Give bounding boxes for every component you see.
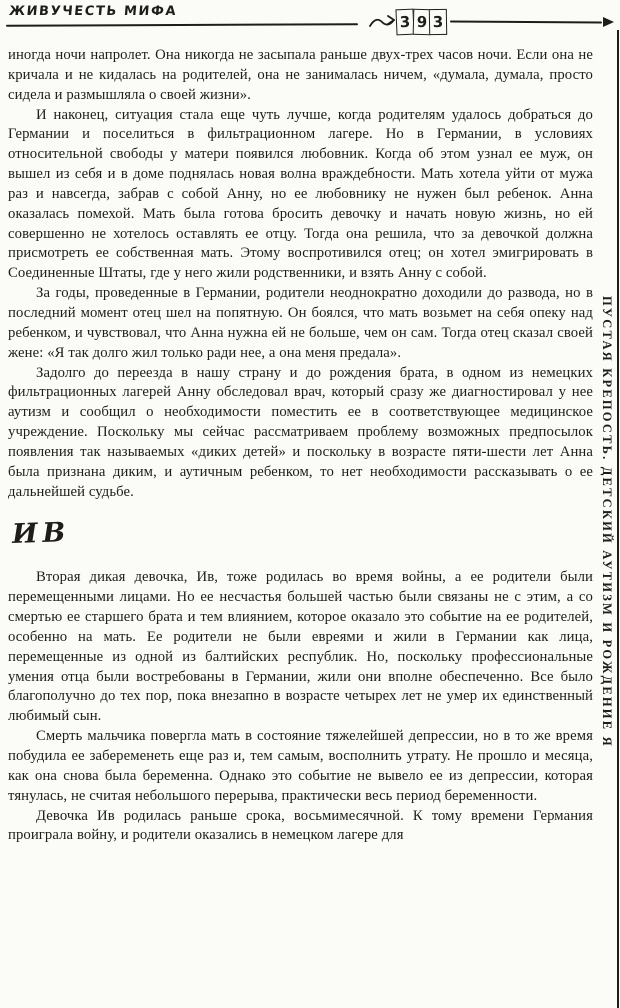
section-heading-wrap bbox=[12, 518, 593, 558]
page-digit: 9 bbox=[416, 12, 428, 32]
paragraph: Вторая дикая девочка, Ив, тоже родилась во время войны, а ее родители были перемещенными лицами. Но ее несчастья большей частью были связаны не с этим, а со смертью ее старшего брата и тем влиянием, которое оказало это событие на ее родителей, особенно на мать. Ее родители не были евреями и жили в Германии как лица, перемещенные из одной из балтийских республик. Но, поскольку профессиональные умения отца были востребованы в Германии, жили они вполне обеспеченно. Все было благополучно до тех пор, пока внезапно в возрасте четырех лет не умер их единственный любимый сын. bbox=[8, 569, 593, 725]
squiggle-arrow-icon bbox=[368, 13, 398, 31]
page-digit-box bbox=[429, 9, 447, 35]
book-title-vertical: ПУСТАЯ КРЕПОСТЬ. ДЕТСКИЙ АУТИЗМ И РОЖДЕНИЕ Я bbox=[600, 296, 614, 748]
page-digit: 3 bbox=[432, 12, 444, 32]
page-body bbox=[8, 46, 593, 846]
running-title: ЖИВУЧЕСТЬ МИФА bbox=[8, 4, 178, 19]
page-digit: 3 bbox=[399, 12, 411, 32]
paragraph: Задолго до переезда в нашу страну и до рождения брата, в одном из немецких фильтрационных лагерей Анну обследовал врач, который сразу же диагностировал у нее аутизм и сообщил о необходимости поместить ее в соответствующее медицинское учреждение. Поскольку мы сейчас рассматриваем проблему возможных предпосылок появления так называемых «диких детей» и поскольку в возрасте пяти-шести лет Анна была признана диким, и аутичным ребенком, то нет необходимости рассказывать о ее дальнейшей судьбе. bbox=[8, 364, 593, 500]
paragraph: И наконец, ситуация стала еще чуть лучше, когда родителям удалось добраться до Германии и поселиться в фильтрационном лагере. Но в Германии, в условиях относительной свободы у матери появился любовник. Когда об этом узнал ее муж, он вышел из себя и в доме поднялась новая волна враждебности. Мать хотела уйти от мужа раз и навсегда, забрав с собой Анну, но ее любовнику не нужен был ребенок. Анна оказалась помехой. Мать была готова бросить девочку и начать новую жизнь, но ей совершенно не хотелось оставлять ее отцу. Тогда она решила, что за девочкой должна присмотреть ее собственная мать. Этому воспротивился отец; он хотел эмигрировать в Соединенные Штаты, где у него жили родственники, и взять Анну с собой. bbox=[8, 106, 593, 282]
section-heading: ИВ bbox=[11, 517, 71, 551]
arrow-line bbox=[450, 20, 602, 23]
paragraph: Смерть мальчика повергла мать в состояние тяжелейшей депрессии, но в то же время побудила ее забеременеть еще раз и, тем самым, восполнить утрату. Не прошло и месяца, как она снова была беременна. Однако это событие не вывело ее из депрессии, которая тянулась, не считая небольшого перерыва, практически весь период беременности. bbox=[8, 728, 593, 804]
page-number bbox=[368, 9, 615, 35]
paragraph: За годы, проведенные в Германии, родители неоднократно доходили до развода, но в последний момент отец шел на попятную. Он боялся, что мать возьмет на себя опеку над ребенком, и чувствовал, что Анна нужна ей не больше, чем он сам. Тогда отец сказал своей жене: «Я так долго жил только ради нее, а она меня предала». bbox=[8, 285, 593, 361]
paragraph: иногда ночи напролет. Она никогда не засыпала раньше двух-трех часов ночи. Если она не кричала и не кидалась на родителей, она не занималась ничем, «думала, думала, просто сидела и размышляла о своей жизни». bbox=[8, 47, 593, 103]
arrowhead-icon bbox=[602, 15, 615, 29]
page-edge-rule bbox=[617, 30, 619, 1008]
header-rule bbox=[6, 23, 358, 27]
paragraph: Девочка Ив родилась раньше срока, восьмимесячной. К тому времени Германия проиграла войну, и родители оказались в немецком лагере для bbox=[8, 807, 593, 844]
